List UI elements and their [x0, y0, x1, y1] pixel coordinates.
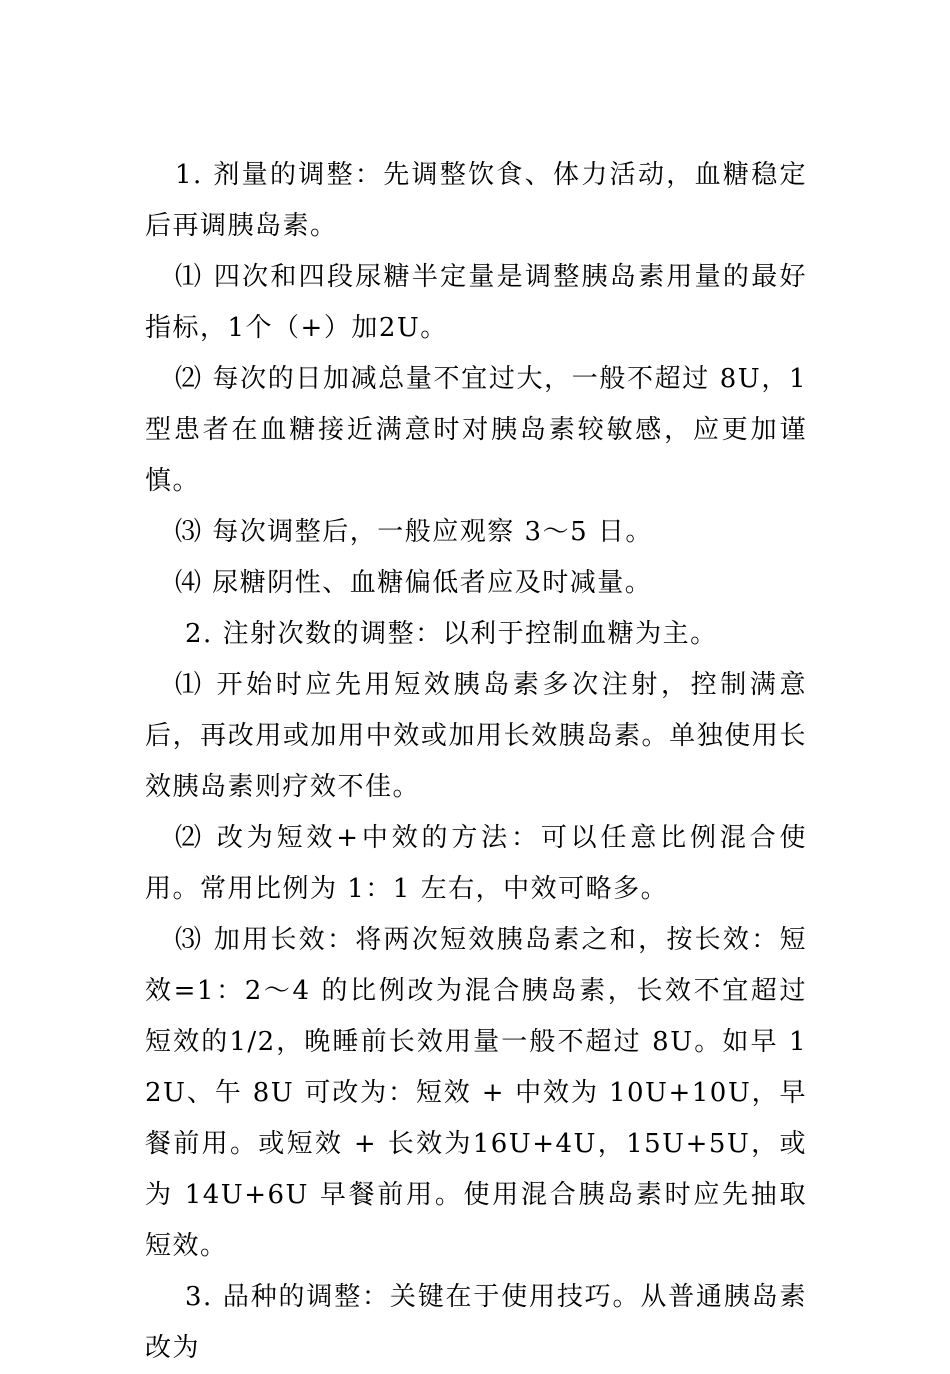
- paragraph-2-1: ⑴ 开始时应先用短效胰岛素多次注射，控制满意后，再改用或加用中效或加用长效胰岛素。单独使用长效胰岛素则疗效不佳。: [145, 670, 807, 802]
- paragraph-2-3: ⑶ 加用长效：将两次短效胰岛素之和，按长效：短效=1：2～4 的比例改为混合胰岛素，长效不宜超过短效的1/2，晚睡前长效用量一般不超过 8U。如早 12U、午 8U 可改为：短效 + 中效为 10U+10U，早餐前用。或短效 + 长效为16U+4U，15U+5U，或为 14U+6U 早餐前用。使用混合胰岛素时应先抽取短效。: [145, 925, 807, 1261]
- paragraph-1-4: ⑷ 尿糖阴性、血糖偏低者应及时减量。: [175, 568, 653, 598]
- paragraph-1-3: ⑶ 每次调整后，一般应观察 3～5 日。: [175, 517, 653, 547]
- section-2-injection-frequency: 2. 注射次数的调整：以利于控制血糖为主。: [185, 619, 718, 649]
- section-3-variety-adjustment: 3. 品种的调整：关键在于使用技巧。从普通胰岛素改为: [145, 1282, 807, 1363]
- paragraph-2-2: ⑵ 改为短效+中效的方法：可以任意比例混合使用。常用比例为 1：1 左右，中效可略多。: [145, 823, 807, 904]
- document-body: [145, 150, 807, 1374]
- paragraph-1-2: ⑵ 每次的日加减总量不宜过大，一般不超过 8U，1型患者在血糖接近满意时对胰岛素较敏感，应更加谨慎。: [145, 364, 807, 496]
- paragraph-1-1: ⑴ 四次和四段尿糖半定量是调整胰岛素用量的最好指标，1个（+）加2U。: [145, 262, 807, 343]
- section-1-dose-adjustment: 1. 剂量的调整：先调整饮食、体力活动，血糖稳定后再调胰岛素。: [145, 160, 807, 241]
